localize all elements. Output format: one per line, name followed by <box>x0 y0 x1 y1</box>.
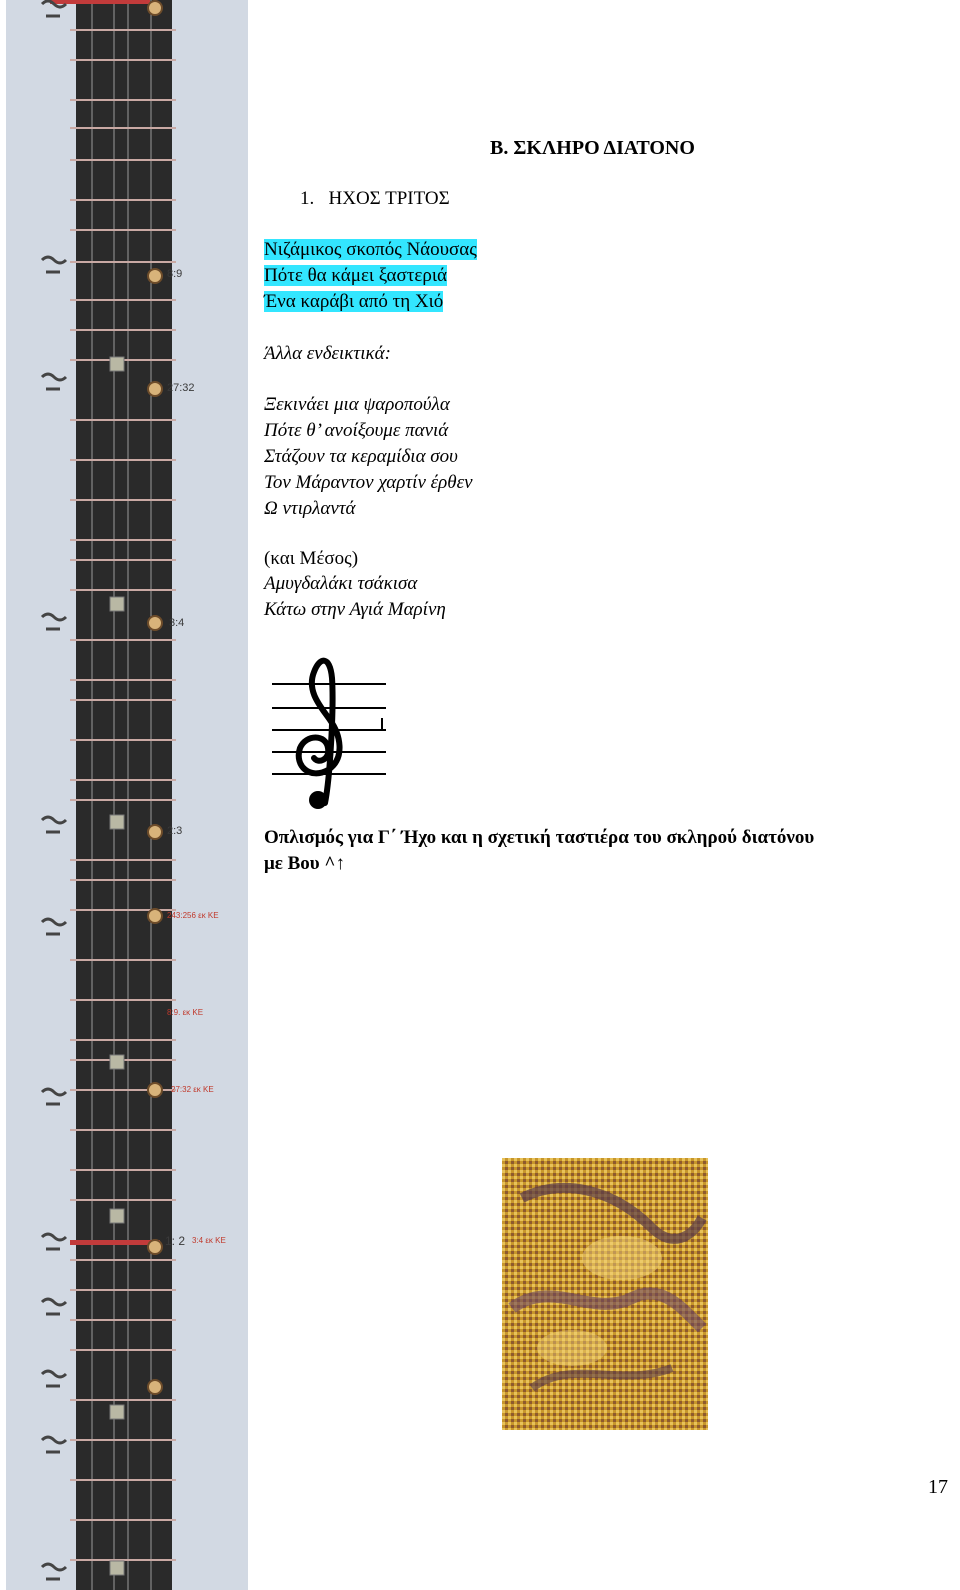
notation-mark-icon <box>42 374 66 389</box>
song-line: Ξεκινάει μια ψαροπούλα <box>264 394 450 415</box>
fret-label: 8:9 <box>167 268 183 280</box>
page-number: 17 <box>928 1476 948 1498</box>
caption-line: Οπλισμός για Γ΄ Ήχο και η σχετική ταστιέρα του σκληρού διατόνου <box>264 827 815 848</box>
inlay-icon <box>110 1405 124 1419</box>
fret-label: 1: 2 <box>165 1234 186 1248</box>
caption-line: με Βου ^↑ <box>264 853 345 874</box>
others-list <box>264 392 473 522</box>
fret-marker-icon <box>148 1083 162 1097</box>
fret-marker-icon <box>148 825 162 839</box>
section-heading: Β. ΣΚΛΗΡΟ ΔΙΑΤΟΝΟ <box>490 137 695 159</box>
notation-mark-icon <box>42 1371 66 1386</box>
inlay-icon <box>110 1209 124 1223</box>
highlighted-line: Ένα καράβι από τη Χιό <box>264 291 444 312</box>
fret-marker-icon <box>148 1380 162 1394</box>
fret-label: 3:4 <box>169 617 185 629</box>
song-line: Στάζουν τα κεραμίδια σου <box>264 446 458 467</box>
notation-mark-icon <box>42 257 66 272</box>
song-line: Ω ντιρλαντά <box>264 498 356 519</box>
others-label: Άλλα ενδεικτικά: <box>264 343 391 364</box>
inlay-icon <box>110 815 124 829</box>
highlighted-block <box>264 237 477 315</box>
fret-marker-icon <box>148 616 162 630</box>
fret-label: 8:9. εκ ΚΕ <box>167 1008 204 1017</box>
octave-fret <box>70 1240 160 1245</box>
caption <box>264 825 814 877</box>
song-line: Πότε θ’ ανοίξουμε πανιά <box>264 420 449 441</box>
mesos-list <box>264 571 446 623</box>
notation-mark-icon <box>42 1299 66 1314</box>
fret-label: 243:256 εκ ΚΕ <box>167 911 219 920</box>
fretboard-image <box>6 0 248 1590</box>
notation-mark-icon <box>42 817 66 832</box>
inlay-icon <box>110 1055 124 1069</box>
list-text: ΗΧΟΣ ΤΡΙΤΟΣ <box>328 188 450 209</box>
fret-label: 27:32 εκ ΚΕ <box>171 1085 214 1094</box>
fret-marker-icon <box>148 269 162 283</box>
relief-image <box>502 1158 708 1430</box>
song-line: Κάτω στην Αγιά Μαρίνη <box>264 599 446 620</box>
fret-label: 2:3 <box>167 825 183 837</box>
fret-label: 27:32 <box>167 382 195 394</box>
song-line: Τον Μάραντον χαρτίν έρθεν <box>264 472 473 493</box>
fret-marker-icon <box>148 382 162 396</box>
notation-mark-icon <box>42 1437 66 1452</box>
notation-mark-icon <box>42 614 66 629</box>
highlighted-line: Νιζάμικος σκοπός Νάουσας <box>264 239 477 260</box>
inlay-icon <box>110 357 124 371</box>
song-line: Αμυγδαλάκι τσάκισα <box>264 573 418 594</box>
fret-marker-icon <box>148 909 162 923</box>
notation-mark-icon <box>42 1564 66 1579</box>
treble-clef-icon <box>270 648 388 818</box>
fret-marker-icon <box>148 1 162 15</box>
list-item <box>300 186 450 212</box>
fret-marker-icon <box>148 1240 162 1254</box>
inlay-icon <box>110 597 124 611</box>
mesos-label: (και Μέσος) <box>264 548 359 569</box>
notation-mark-icon <box>42 1234 66 1249</box>
list-number: 1. <box>300 188 315 209</box>
inlay-icon <box>110 1561 124 1575</box>
fret-label: 3:4 εκ ΚΕ <box>192 1236 226 1245</box>
highlighted-line: Πότε θα κάμει ξαστεριά <box>264 265 447 286</box>
fretboard-frets <box>6 0 248 1590</box>
notation-mark-icon <box>42 919 66 934</box>
notation-mark-icon <box>42 1089 66 1104</box>
